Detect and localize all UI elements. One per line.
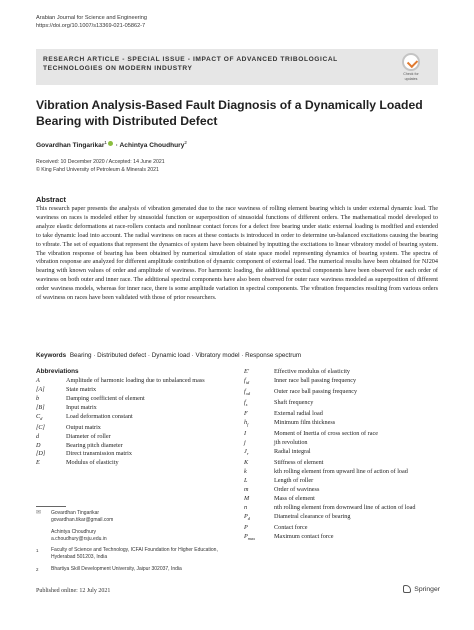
abbreviation-description: External radial load xyxy=(274,410,323,418)
doi-link[interactable]: https://doi.org/10.1007/s13369-021-05862-7 xyxy=(36,23,146,29)
abbreviation-description: Bearing pitch diameter xyxy=(66,441,123,449)
affiliation-1: Faculty of Science and Technology, ICFAI Foundation for Higher Education, Hyderabad 501203, India xyxy=(51,547,218,561)
abbreviation-row xyxy=(244,504,440,513)
abbreviation-description: Radial integral xyxy=(274,448,311,456)
author-2[interactable]: Achintya Choudhury xyxy=(119,142,185,150)
abbreviation-symbol: [C] xyxy=(36,423,45,431)
abbreviation-row xyxy=(244,513,440,524)
orcid-icon[interactable] xyxy=(108,141,113,146)
email-icon: ✉ xyxy=(36,510,42,516)
abbreviation-row xyxy=(244,448,440,459)
affiliation-2-number: 2 xyxy=(36,566,39,572)
abbreviation-description: nth rolling element from downward line of action of load xyxy=(274,503,416,511)
abbreviation-description: Amplitude of harmonic loading due to unbalanced mass xyxy=(66,377,205,384)
abbreviation-symbol: $f_{id}$ xyxy=(244,376,250,386)
abbreviation-description: Direct transmission matrix xyxy=(66,450,132,458)
abbreviation-symbol: $C_d$ xyxy=(36,412,43,421)
journal-name: Arabian Journal for Science and Engineering xyxy=(36,15,148,21)
abbreviation-description: Moment of Inertia of cross section of race xyxy=(274,430,378,438)
abbreviation-description: jth revolution xyxy=(274,439,308,447)
abbreviation-row xyxy=(36,395,236,404)
abbreviation-symbol: j xyxy=(244,439,246,447)
abbreviation-symbol: K xyxy=(244,459,249,467)
abbreviation-symbol: $h_f$ xyxy=(244,419,249,428)
abbreviation-row xyxy=(244,419,440,430)
article-type-text: RESEARCH ARTICLE - SPECIAL ISSUE - IMPACT OF ADVANCED TRIBOLOGICAL TECHNOLOGIES ON MODERN INDUSTRY xyxy=(43,56,338,72)
author-2-affiliation: 2 xyxy=(184,140,187,145)
abbreviation-symbol: d xyxy=(36,432,40,440)
check-updates-line2: updates xyxy=(404,77,418,81)
corr-email-2[interactable]: a.choudhury@rsju.edu.in xyxy=(51,535,107,542)
abbreviation-row xyxy=(244,368,440,377)
check-updates-line1: Check for xyxy=(403,72,419,76)
abbreviation-description: Effective modulus of elasticity xyxy=(274,368,351,375)
abbreviation-symbol: E xyxy=(36,459,40,467)
abbreviation-symbol: $f_{od}$ xyxy=(244,388,251,397)
abbreviation-row xyxy=(244,377,440,388)
corr-name-1: Govardhan Tingarikar xyxy=(51,510,100,516)
abbreviation-symbol: [B] xyxy=(36,403,45,411)
author-separator: · xyxy=(113,142,120,150)
article-dates xyxy=(36,159,165,174)
keywords xyxy=(36,352,301,359)
abbreviation-description: Modulus of elasticity xyxy=(66,459,119,467)
abbreviation-description: Mass of element xyxy=(274,494,315,502)
abbreviations-left-column xyxy=(36,377,236,468)
abbreviation-row xyxy=(244,388,440,399)
abbreviation-row xyxy=(36,459,236,468)
affiliation-1-number: 1 xyxy=(36,548,39,554)
keywords-text: Bearing · Distributed defect · Dynamic load · Vibratory model · Response spectrum xyxy=(69,352,302,359)
journal-header xyxy=(36,14,147,30)
abbreviation-symbol: k xyxy=(244,468,247,476)
check-updates-icon xyxy=(402,53,420,71)
abbreviation-row xyxy=(244,439,440,448)
author-1-affiliation: 1 xyxy=(104,140,107,145)
abbreviation-symbol: P xyxy=(244,523,248,531)
published-date: Published online: 12 July 2021 xyxy=(36,588,111,594)
abbreviation-row xyxy=(244,430,440,439)
abbreviation-description: Shaft frequency xyxy=(274,399,314,407)
abbreviation-row xyxy=(36,442,236,451)
keywords-label: Keywords xyxy=(36,352,67,359)
corr-name-2: Achintya Choudhury xyxy=(51,528,97,535)
abbreviation-description: Load deformation constant xyxy=(66,412,133,420)
abbreviation-row xyxy=(36,404,236,413)
abbreviation-row xyxy=(244,410,440,419)
abbreviation-symbol: [A] xyxy=(36,385,45,393)
abbreviation-description: Contact force xyxy=(274,523,308,531)
abbreviation-row xyxy=(244,477,440,486)
abbreviation-row xyxy=(244,486,440,495)
abbreviation-description: Maximum contact force xyxy=(274,532,334,540)
abbreviation-description: Stiffness of element xyxy=(274,459,324,467)
abbreviation-symbol: $P_d$ xyxy=(244,512,250,521)
abbreviation-row xyxy=(244,533,440,544)
abbreviation-description: Diameter of roller xyxy=(66,432,111,440)
abbreviation-description: Inner race ball passing frequency xyxy=(274,376,357,384)
publisher-logo xyxy=(403,585,440,593)
corr-email-1[interactable]: govardhan.tikar@gmail.com xyxy=(51,517,114,524)
abbreviation-description: Length of roller xyxy=(274,477,314,485)
springer-horse-icon xyxy=(403,585,411,593)
abbreviation-row xyxy=(36,450,236,459)
abbreviation-description: Minimum film thickness xyxy=(274,419,336,427)
abbreviation-symbol: L xyxy=(244,477,248,485)
publisher-name: Springer xyxy=(414,585,440,593)
abbreviation-row xyxy=(244,524,440,533)
author-1[interactable]: Govardhan Tingarikar xyxy=(36,142,105,150)
affiliation-2: Bhartiya Skill Development University, Jaipur 302037, India xyxy=(51,565,182,572)
abstract-text: This research paper presents the analysis of vibration generated due to the race waviness of rolling element bearing which is under external dynamic load. The waviness on races is modeled either by sinusoidal function or superposition of sinusoidal functions of different orders. The mathematical model developed to analyze elastic deformations at race-rollers contacts and nonlinear contact forces for a defect free bearing under static external loading is modified and extended to take dynamic load into account. The radial waviness on races at these contacts is introduced in order to determine un-balanced excitations causing the bearing to vibrate. The set of equations that represent the dynamics of system have been obtained by inputting the excitations to linear vibratory model of bearing system. The vibration response of bearing has been obtained by numerical simulation of state space model representing dynamics of bearing system. The spectra of vibration response are analyzed for different amplitude contribution of dynamic component of external load. The numerical results have been obtained for NJ204 bearing with known values of order and amplitude of waviness. For harmonic loading, the additional spectral components have been observed for each order of waviness on both outer and inner race. The additional spectral components have also been observed for outer race waviness modeled as superposition of different order waviness models, whereas for inner race, there is some amplitude variation in spectral components. The vibration frequencies resulting from various orders of waviness on races have been validated with those of prior researchers. xyxy=(36,205,438,302)
abbreviation-symbol: [D] xyxy=(36,450,46,458)
abbreviations-heading: Abbreviations xyxy=(36,368,79,375)
abbreviation-symbol: n xyxy=(244,503,248,511)
abbreviation-symbol: b xyxy=(36,394,40,402)
abbreviation-row xyxy=(244,459,440,468)
abbreviation-row xyxy=(36,377,236,386)
abbreviation-symbol: I xyxy=(244,430,247,438)
abbreviation-row xyxy=(36,413,236,424)
abbreviation-symbol: $P_{max}$ xyxy=(244,532,256,542)
received-accepted: Received: 10 December 2020 / Accepted: 14 June 2021 xyxy=(36,159,165,165)
check-for-updates-badge[interactable] xyxy=(398,53,424,81)
abbreviation-description: Order of waviness xyxy=(274,486,320,494)
abbreviation-row xyxy=(36,424,236,433)
abstract-heading: Abstract xyxy=(36,195,66,204)
abbreviation-description: Outer race ball passing frequency xyxy=(274,388,358,396)
abbreviation-symbol: E' xyxy=(244,368,250,375)
abbreviations-right-column xyxy=(244,368,440,544)
correspondence-block xyxy=(36,510,236,573)
abbreviation-symbol: m xyxy=(244,486,249,494)
footnote-rule xyxy=(36,506,66,507)
copyright: © King Fahd University of Petroleum & Minerals 2021 xyxy=(36,166,159,173)
abbreviation-row xyxy=(244,495,440,504)
abbreviation-symbol: $J_r$ xyxy=(244,448,249,457)
abbreviation-description: Input matrix xyxy=(66,403,97,411)
abbreviation-symbol: $f_s$ xyxy=(244,399,248,408)
abbreviation-symbol: M xyxy=(244,494,250,502)
abbreviation-description: State matrix xyxy=(66,385,97,393)
abbreviation-row xyxy=(36,433,236,442)
paper-title: Vibration Analysis-Based Fault Diagnosis of a Dynamically Loaded Bearing with Distributed Defect xyxy=(36,98,423,128)
author-list xyxy=(36,140,187,149)
abbreviation-row xyxy=(36,386,236,395)
abbreviation-symbol: F xyxy=(244,410,248,418)
abbreviation-row xyxy=(244,468,440,477)
abbreviation-symbol: D xyxy=(36,441,41,449)
abbreviation-description: Damping coefficient of element xyxy=(66,394,145,402)
abbreviation-description: Output matrix xyxy=(66,423,101,431)
article-type-banner xyxy=(36,49,438,85)
abbreviation-description: Diametral clearance of bearing xyxy=(274,512,351,520)
abbreviation-symbol: A xyxy=(36,377,40,384)
abbreviation-description: kth rolling element from upward line of action of load xyxy=(274,468,408,476)
abbreviation-row xyxy=(244,399,440,410)
